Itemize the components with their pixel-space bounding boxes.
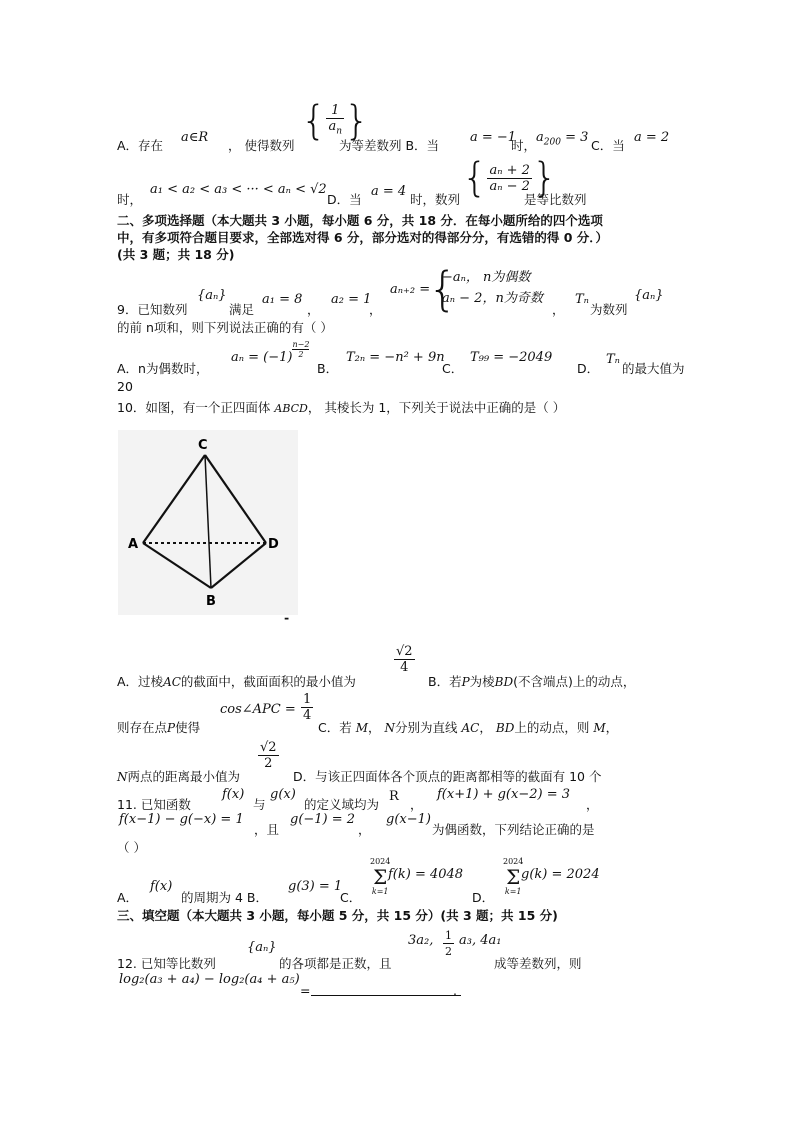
q11-option-b-math: g(3) = 1 (288, 879, 343, 894)
q10-option-d: D．与该正四面体各个顶点的距离都相等的截面有 10 个 (293, 769, 602, 784)
q10-option-c-fraction (258, 740, 279, 771)
q8-option-d-tail: 是等比数列 (524, 192, 587, 207)
q11-sep: ， (410, 797, 423, 812)
q12-terms-b: a₃, 4a₁ (459, 933, 502, 948)
section2-title-line3: (共 3 题；共 18 分) (117, 247, 235, 262)
sigma-icon: Σ (506, 865, 521, 889)
frac-numerator: √2 (396, 644, 413, 659)
q9-option-c-label: C． (442, 361, 464, 376)
q11-option-d-expr: g(k) = 2024 (521, 867, 600, 882)
q12-text2: 成等差数列，则 (494, 956, 582, 971)
q9-a2: a₂ = 1 (331, 292, 372, 307)
q12-equals: = (300, 983, 311, 998)
frac-numerator: aₙ + 2 (489, 162, 530, 178)
q11-sep3: ，且 (254, 822, 280, 837)
q10-option-b: B．若P为棱BD(不含端点)上的动点， (428, 674, 636, 689)
q8-option-a-label: A．存在 (117, 138, 164, 153)
frac-numerator: 1 (326, 103, 344, 119)
frac-denominator: 2 (264, 756, 273, 771)
q10-stem: 10．如图，有一个正四面体 ABCD， 其棱长为 1，下列关于说法中正确的是（ ） (117, 400, 566, 415)
section2-title-line2: 中，有多项符合题目要求，全部选对得 6 分，部分选对的得部分分，有选错的得 0 分．） (117, 230, 609, 245)
vertex-label-c: C (198, 438, 208, 453)
q9-case-even: −aₙ， n为偶数 (442, 270, 531, 285)
q11-lead: 11. 已知函数 (117, 797, 191, 812)
q12-half-fraction (443, 928, 454, 959)
q9-option-a-base: aₙ = (−1) (231, 350, 293, 365)
q8-option-c-label: C．当 (591, 138, 625, 153)
q9-recurrence-lhs: aₙ₊₂ = (390, 282, 431, 297)
q8-when: 时， (117, 192, 143, 207)
q9-option-d-label: D． (577, 361, 600, 376)
q11-fx: f(x) (222, 787, 245, 802)
q9-option-a-label: A．n为偶数时， (117, 361, 209, 376)
q8-ratio-sequence: { $\frac{\text{aₙ + 2}}{\text{aₙ − 2}}$ } (462, 155, 558, 201)
sum-lower-limit: k=1 (504, 887, 522, 896)
q9-tn-text: 为数列 (590, 302, 628, 317)
q11-option-c-expr: f(k) = 4048 (388, 867, 464, 882)
q11-answer-paren: （ ） (117, 840, 146, 855)
q9-comma3: ， (552, 302, 565, 317)
q11-option-a-text: 的周期为 4 B． (181, 890, 268, 905)
q12-text1: 的各项都是正数，且 (279, 956, 392, 971)
q12-answer-blank[interactable] (311, 981, 461, 1000)
q9-option-c-math: T₉₉ = −2049 (470, 350, 553, 365)
q8-option-d-text: 时，数列 (410, 192, 461, 207)
q9-option-d-math: Tₙ (606, 352, 620, 367)
vertex-label-b: B (206, 594, 216, 609)
q9-option-a-math (231, 340, 310, 365)
q11-and: 与 (253, 797, 266, 812)
vertex-label-a: A (128, 537, 139, 552)
q11-domain: 的定义域均为 (304, 797, 380, 812)
q9-option-d-value: 20 (117, 379, 133, 394)
q11-eq1: f(x+1) + g(x−2) = 3 (437, 787, 570, 802)
frac-denominator-sub: n (336, 126, 343, 137)
q9-case-odd: aₙ − 2，n为奇数 (442, 291, 543, 306)
q11-gx: g(x) (270, 787, 296, 802)
q8-option-b-text: 时， (511, 138, 537, 153)
frac-denominator: 2 (445, 945, 452, 958)
q8-option-a-math: a∈R (181, 130, 209, 145)
q8-inequality-chain: a₁ < a₂ < a₃ < ··· < aₙ < √2 (150, 182, 327, 197)
q11-eq4: g(x−1) (386, 812, 431, 827)
q9-comma2: ， (369, 302, 382, 317)
q10-cos-expression: cos∠APC = (220, 702, 296, 717)
q10-stray-dash: - (284, 610, 290, 625)
vertex-label-d: D (268, 537, 279, 552)
q12-sequence: {aₙ} (247, 940, 277, 955)
q11-option-a-label: A． (117, 890, 139, 905)
q8-option-b-math1: a = −1 (470, 130, 517, 145)
tetrahedron-figure (118, 430, 298, 615)
sum-upper-limit: 2024 (370, 857, 391, 866)
q9-option-a-exp-num: n−2 (292, 340, 310, 349)
q11-even: 为偶函数，下列结论正确的是 (432, 822, 595, 837)
q9-lead: 9．已知数列 (117, 302, 188, 317)
q11-eq3: g(−1) = 2 (290, 812, 356, 827)
frac-denominator: 4 (303, 708, 312, 723)
frac-denominator: 4 (400, 660, 409, 675)
frac-numerator: √2 (260, 740, 277, 755)
q12-end-period: . (453, 983, 457, 998)
q11-option-c-label: C． (340, 890, 362, 905)
q8-option-d-label: D．当 (327, 192, 362, 207)
q11-eq2: f(x−1) − g(−x) = 1 (119, 812, 244, 827)
q10-option-a-fraction (394, 644, 415, 675)
frac-denominator: a (328, 118, 337, 134)
q9-tn-seq: {aₙ} (634, 288, 664, 303)
q9-case-brace: { (428, 262, 458, 316)
q9-option-b-math: T₂ₙ = −n² + 9n (346, 350, 445, 365)
q9-tn: Tₙ (575, 292, 589, 307)
section2-title-line1: 二、多项选择题（本大题共 3 小题，每小题 6 分，共 18 分．在每小题所给的四个选项 (117, 213, 603, 228)
q9-option-d-text: 的最大值为 (622, 361, 685, 376)
q11-sep2: ， (586, 797, 599, 812)
q10-option-c: C．若 M， N分别为直线 AC， BD上的动点，则 M， (318, 720, 619, 735)
q8-option-b-math2: $a_{200} = 3$ (536, 130, 589, 148)
section3-title: 三、填空题（本大题共 3 小题，每小题 5 分，共 15 分）(共 3 题；共 15 分) (117, 908, 558, 923)
q10-option-a: A．过棱AC的截面中，截面面积的最小值为 (117, 674, 356, 689)
q10-option-b-line2: 则存在点P使得 (117, 720, 201, 735)
q9-sequence: {aₙ} (197, 288, 227, 303)
q9-comma1: ， (307, 302, 320, 317)
q9-a1: a₁ = 8 (262, 292, 303, 307)
frac-numerator: 1 (445, 929, 452, 942)
q9-option-a-exp-den: 2 (298, 350, 304, 359)
q11-option-a-fx: f(x) (150, 879, 173, 894)
frac-denominator: aₙ − 2 (489, 178, 530, 194)
q10-option-c-line2: N两点的距离最小值为 (117, 769, 241, 784)
q8-option-c-math: a = 2 (634, 130, 670, 145)
frac-numerator: 1 (303, 692, 312, 707)
q11-option-d-label: D． (472, 890, 495, 905)
sigma-icon: Σ (373, 865, 388, 889)
q8-option-d-math: a = 4 (371, 184, 407, 199)
sum-lower-limit: k=1 (371, 887, 389, 896)
q8-reciprocal-sequence: { $\frac{1}{a_n}$ } (301, 98, 370, 144)
q11-sep4: ， (358, 822, 371, 837)
q12-log-expression: log₂(a₃ + a₄) − log₂(a₄ + a₅) (119, 972, 300, 987)
sum-upper-limit: 2024 (503, 857, 524, 866)
q8-option-a-tail: 为等差数列 B．当 (339, 138, 440, 153)
q9-satisfy: 满足 (229, 302, 255, 317)
q9-option-b-label: B． (317, 361, 339, 376)
q8-option-a-text: ， 使得数列 (228, 138, 295, 153)
q10-cos-fraction (301, 692, 313, 723)
q11-real-set: R (389, 789, 399, 804)
q12-lead: 12. 已知等比数列 (117, 956, 216, 971)
q12-terms-a: 3a₂, (408, 933, 434, 948)
q9-line2: 的前 n项和，则下列说法正确的有（ ） (117, 320, 333, 335)
